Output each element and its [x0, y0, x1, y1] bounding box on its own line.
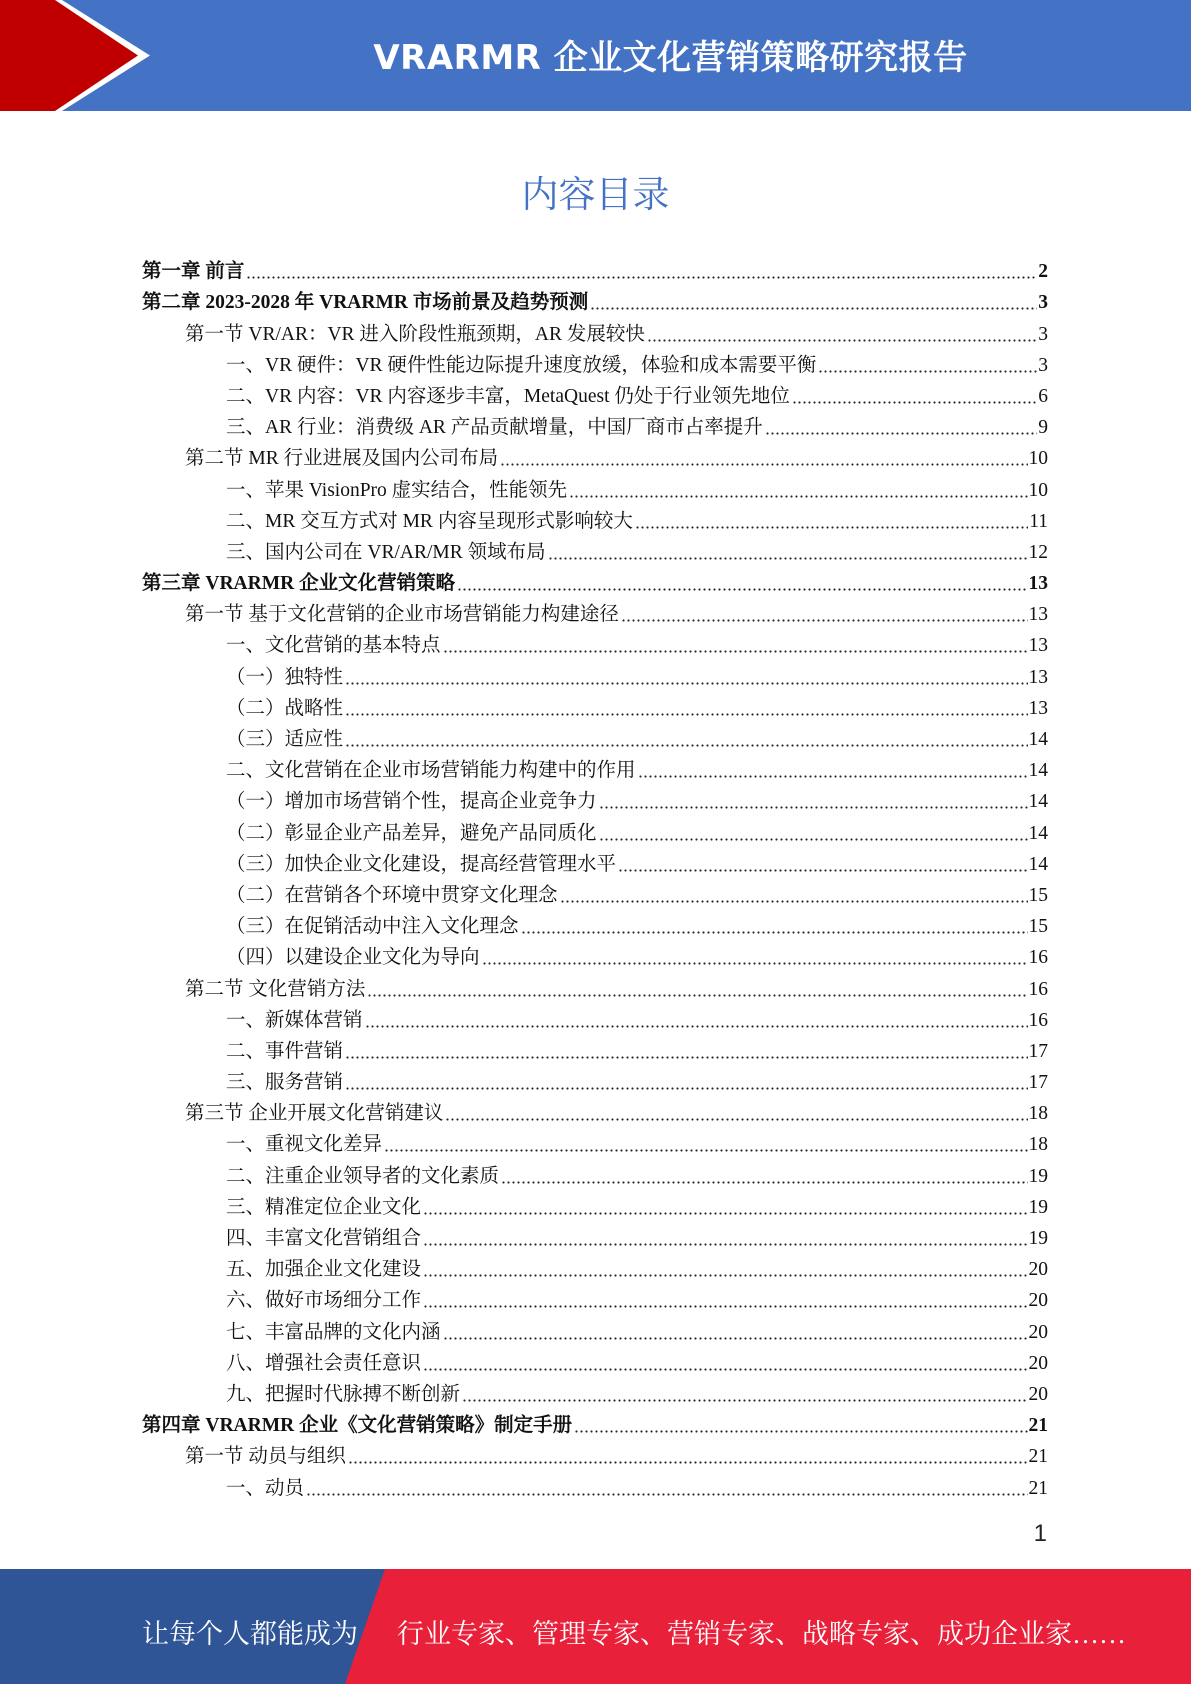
toc-entry[interactable] — [142, 1469, 1048, 1500]
toc-entry-page: 14 — [1028, 729, 1048, 750]
toc-entry-label: （一）增加市场营销个性，提高企业竞争力 — [226, 791, 597, 813]
toc-entry[interactable] — [142, 1407, 1048, 1438]
toc-entry[interactable] — [142, 783, 1048, 814]
toc-entry-label: 七、丰富品牌的文化内涵 — [226, 1321, 441, 1343]
toc-entry-page: 15 — [1028, 884, 1048, 906]
toc-entry[interactable] — [142, 440, 1048, 471]
toc-entry-label: 二、MR 交互方式对 MR 内容呈现形式影响较大 — [226, 510, 633, 532]
toc-dot-leader — [501, 1181, 1027, 1184]
toc-entry[interactable] — [142, 1438, 1048, 1469]
toc-entry[interactable] — [142, 1064, 1048, 1095]
toc-entry-label: 第二章 2023-2028 年 VRARMR 市场前景及趋势预测 — [142, 292, 589, 314]
toc-dot-leader — [482, 962, 1028, 965]
red-chevron-decoration — [0, 0, 160, 111]
toc-entry-page: 20 — [1028, 1352, 1048, 1374]
toc-entry-page: 10 — [1028, 479, 1048, 501]
toc-entry-page: 13 — [1028, 666, 1048, 688]
toc-entry-label: 第三节 企业开展文化营销建议 — [185, 1103, 444, 1125]
toc-entry-page: 13 — [1028, 573, 1048, 595]
toc-entry-page: 20 — [1028, 1290, 1048, 1312]
toc-entry[interactable] — [142, 534, 1048, 565]
toc-dot-leader — [569, 495, 1027, 498]
toc-entry[interactable] — [142, 1313, 1048, 1344]
toc-dot-leader — [443, 1337, 1028, 1340]
toc-entry-label: （二）战略性 — [226, 697, 344, 719]
toc-entry-page: 19 — [1028, 1165, 1048, 1187]
toc-dot-leader — [574, 1430, 1027, 1433]
toc-dot-leader — [423, 1305, 1027, 1308]
toc-entry[interactable] — [142, 1033, 1048, 1064]
toc-entry-page: 3 — [1038, 323, 1048, 345]
toc-entry[interactable] — [142, 1095, 1048, 1126]
toc-entry-page: 11 — [1029, 510, 1048, 532]
toc-entry-page: 3 — [1038, 354, 1048, 376]
toc-entry-label: 第一节 动员与组织 — [185, 1446, 346, 1468]
toc-entry[interactable] — [142, 471, 1048, 502]
toc-entry-label: 一、文化营销的基本特点 — [226, 635, 441, 657]
toc-entry[interactable] — [142, 939, 1048, 970]
toc-entry-page: 6 — [1038, 385, 1048, 407]
toc-dot-leader — [818, 370, 1037, 373]
toc-entry-label: 二、注重企业领导者的文化素质 — [226, 1165, 500, 1187]
toc-dot-leader — [443, 650, 1028, 653]
toc-entry-label: 第一章 前言 — [142, 261, 245, 283]
toc-entry-label: （二）在营销各个环境中贯穿文化理念 — [226, 884, 558, 906]
toc-entry[interactable] — [142, 627, 1048, 658]
toc-entry-page: 14 — [1028, 822, 1048, 844]
toc-entry-label: 第一节 VR/AR：VR 进入阶段性瓶颈期，AR 发展较快 — [185, 323, 645, 345]
toc-dot-leader — [345, 1056, 1027, 1059]
toc-dot-leader — [445, 1118, 1027, 1121]
page-footer — [0, 1569, 1191, 1684]
toc-entry[interactable] — [142, 1157, 1048, 1188]
toc-dot-leader — [638, 775, 1028, 778]
toc-entry[interactable] — [142, 596, 1048, 627]
toc-entry-label: 二、VR 内容：VR 内容逐步丰富，MetaQuest 仍处于行业领先地位 — [226, 385, 790, 407]
toc-entry[interactable] — [142, 970, 1048, 1001]
toc-entry-page: 12 — [1028, 541, 1048, 563]
toc-entry[interactable] — [142, 1220, 1048, 1251]
toc-entry-page: 13 — [1028, 635, 1048, 657]
toc-entry-label: （三）加快企业文化建设，提高经营管理水平 — [226, 853, 617, 875]
toc-entry-page: 13 — [1028, 604, 1048, 626]
toc-entry[interactable] — [142, 1126, 1048, 1157]
toc-entry-label: 八、增强社会责任意识 — [226, 1352, 422, 1374]
toc-dot-leader — [647, 339, 1037, 342]
toc-entry-page: 14 — [1028, 791, 1048, 813]
toc-entry-page: 18 — [1028, 1103, 1048, 1125]
toc-dot-leader — [367, 994, 1027, 997]
toc-entry[interactable] — [142, 253, 1048, 284]
toc-entry-page: 21 — [1028, 1415, 1048, 1437]
toc-entry[interactable] — [142, 752, 1048, 783]
toc-entry-page: 20 — [1028, 1259, 1048, 1281]
toc-dot-leader — [792, 401, 1037, 404]
toc-entry[interactable] — [142, 315, 1048, 346]
toc-entry-label: 第一节 基于文化营销的企业市场营销能力构建途径 — [185, 604, 619, 626]
toc-entry-label: 第二节 文化营销方法 — [185, 978, 366, 1000]
toc-entry-page: 16 — [1028, 978, 1048, 1000]
toc-entry[interactable] — [142, 1345, 1048, 1376]
toc-entry[interactable] — [142, 284, 1048, 315]
toc-entry-page: 13 — [1028, 697, 1048, 719]
toc-entry-label: 一、新媒体营销 — [226, 1009, 363, 1031]
toc-dot-leader — [423, 1212, 1027, 1215]
toc-entry-page: 16 — [1028, 1009, 1048, 1031]
toc-entry-page: 20 — [1028, 1383, 1048, 1405]
toc-dot-leader — [599, 838, 1028, 841]
toc-entry-label: 二、事件营销 — [226, 1040, 344, 1062]
toc-entry-label: 三、服务营销 — [226, 1072, 344, 1094]
page-number: 1 — [1033, 1520, 1047, 1547]
toc-entry-page: 14 — [1028, 853, 1048, 875]
toc-entry[interactable] — [142, 846, 1048, 877]
toc-entry[interactable] — [142, 721, 1048, 752]
toc-dot-leader — [635, 526, 1028, 529]
toc-entry-label: 一、重视文化差异 — [226, 1134, 383, 1156]
toc-entry[interactable] — [142, 1376, 1048, 1407]
toc-dot-leader — [462, 1399, 1027, 1402]
toc-entry-page: 19 — [1028, 1196, 1048, 1218]
toc-dot-leader — [548, 557, 1028, 560]
toc-entry[interactable] — [142, 565, 1048, 596]
toc-dot-leader — [521, 931, 1028, 934]
toc-entry[interactable] — [142, 1189, 1048, 1220]
toc-dot-leader — [246, 276, 1037, 279]
toc-entry-page: 14 — [1028, 760, 1048, 782]
toc-entry-page: 20 — [1028, 1321, 1048, 1343]
toc-entry-page: 19 — [1028, 1228, 1048, 1249]
toc-entry-label: 第二节 MR 行业进展及国内公司布局 — [185, 448, 499, 470]
toc-entry-page: 2 — [1038, 261, 1048, 283]
toc-entry-page: 9 — [1038, 417, 1048, 439]
toc-entry-label: 一、VR 硬件：VR 硬件性能边际提升速度放缓，体验和成本需要平衡 — [226, 354, 817, 376]
toc-entry[interactable] — [142, 1251, 1048, 1282]
toc-dot-leader — [345, 744, 1027, 747]
toc-entry[interactable] — [142, 503, 1048, 534]
toc-entry-label: 五、加强企业文化建设 — [226, 1259, 422, 1281]
toc-entry[interactable] — [142, 409, 1048, 440]
toc-entry-page: 17 — [1028, 1072, 1048, 1094]
toc-entry-page: 10 — [1028, 448, 1048, 470]
toc-entry-label: 九、把握时代脉搏不断创新 — [226, 1383, 461, 1405]
toc-dot-leader — [306, 1493, 1027, 1496]
toc-entry-label: 一、苹果 VisionPro 虚实结合，性能领先 — [226, 479, 568, 501]
footer-slogan: 让每个人都能成为 — [142, 1619, 358, 1649]
toc-entry[interactable] — [142, 378, 1048, 409]
toc-dot-leader — [345, 682, 1027, 685]
report-title: VRARMR 企业文化营销策略研究报告 — [373, 38, 968, 78]
toc-entry-label: （四）以建设企业文化为导向 — [226, 947, 480, 969]
toc-dot-leader — [365, 1025, 1028, 1028]
toc-entry[interactable] — [142, 877, 1048, 908]
toc-dot-leader — [621, 619, 1028, 622]
toc-entry-label: 三、国内公司在 VR/AR/MR 领域布局 — [226, 541, 546, 563]
toc-entry-label: （二）彰显企业产品差异，避免产品同质化 — [226, 822, 597, 844]
toc-entry[interactable] — [142, 1002, 1048, 1033]
toc-entry[interactable] — [142, 1282, 1048, 1313]
toc-entry-page: 17 — [1028, 1040, 1048, 1062]
toc-dot-leader — [618, 869, 1027, 872]
toc-entry-label: （一）独特性 — [226, 666, 344, 688]
toc-entry-page: 15 — [1028, 916, 1048, 938]
toc-dot-leader — [384, 1149, 1027, 1152]
toc-entry-page: 16 — [1028, 947, 1048, 969]
toc-entry-page: 3 — [1038, 292, 1048, 314]
toc-dot-leader — [423, 1368, 1027, 1371]
toc-entry-page: 21 — [1028, 1477, 1048, 1499]
toc-entry-label: 三、AR 行业：消费级 AR 产品贡献增量，中国厂商市占率提升 — [226, 417, 763, 439]
footer-roles: 行业专家、管理专家、营销专家、战略专家、成功企业家…… — [397, 1619, 1126, 1649]
toc-dot-leader — [423, 1274, 1027, 1277]
toc-dot-leader — [599, 806, 1028, 809]
toc-entry-label: （三）在促销活动中注入文化理念 — [226, 916, 519, 938]
toc-entry[interactable] — [142, 908, 1048, 939]
toc-entry-page: 21 — [1028, 1446, 1048, 1468]
toc-entry-label: （三）适应性 — [226, 729, 344, 750]
toc-dot-leader — [590, 307, 1037, 310]
toc-entry-label: 一、动员 — [226, 1477, 305, 1499]
toc-dot-leader — [457, 588, 1027, 591]
toc-dot-leader — [345, 1087, 1027, 1090]
table-of-contents — [142, 253, 1048, 1501]
toc-dot-leader — [560, 900, 1028, 903]
toc-dot-leader — [500, 463, 1027, 466]
toc-entry-label: 第四章 VRARMR 企业《文化营销策略》制定手册 — [142, 1415, 573, 1437]
toc-entry[interactable] — [142, 814, 1048, 845]
toc-heading: 内容目录 — [521, 173, 670, 216]
toc-entry-page: 18 — [1028, 1134, 1048, 1156]
toc-entry-label: 三、精准定位企业文化 — [226, 1196, 422, 1218]
toc-entry-label: 四、丰富文化营销组合 — [226, 1228, 422, 1249]
toc-entry-label: 二、文化营销在企业市场营销能力构建中的作用 — [226, 760, 636, 782]
toc-entry-label: 六、做好市场细分工作 — [226, 1290, 422, 1312]
page-header — [0, 0, 1191, 111]
toc-dot-leader — [345, 713, 1027, 716]
toc-entry[interactable] — [142, 347, 1048, 378]
toc-entry[interactable] — [142, 658, 1048, 689]
toc-dot-leader — [423, 1243, 1027, 1246]
toc-entry-label: 第三章 VRARMR 企业文化营销策略 — [142, 573, 456, 595]
toc-dot-leader — [765, 432, 1037, 435]
toc-dot-leader — [348, 1461, 1028, 1464]
toc-entry[interactable] — [142, 690, 1048, 721]
